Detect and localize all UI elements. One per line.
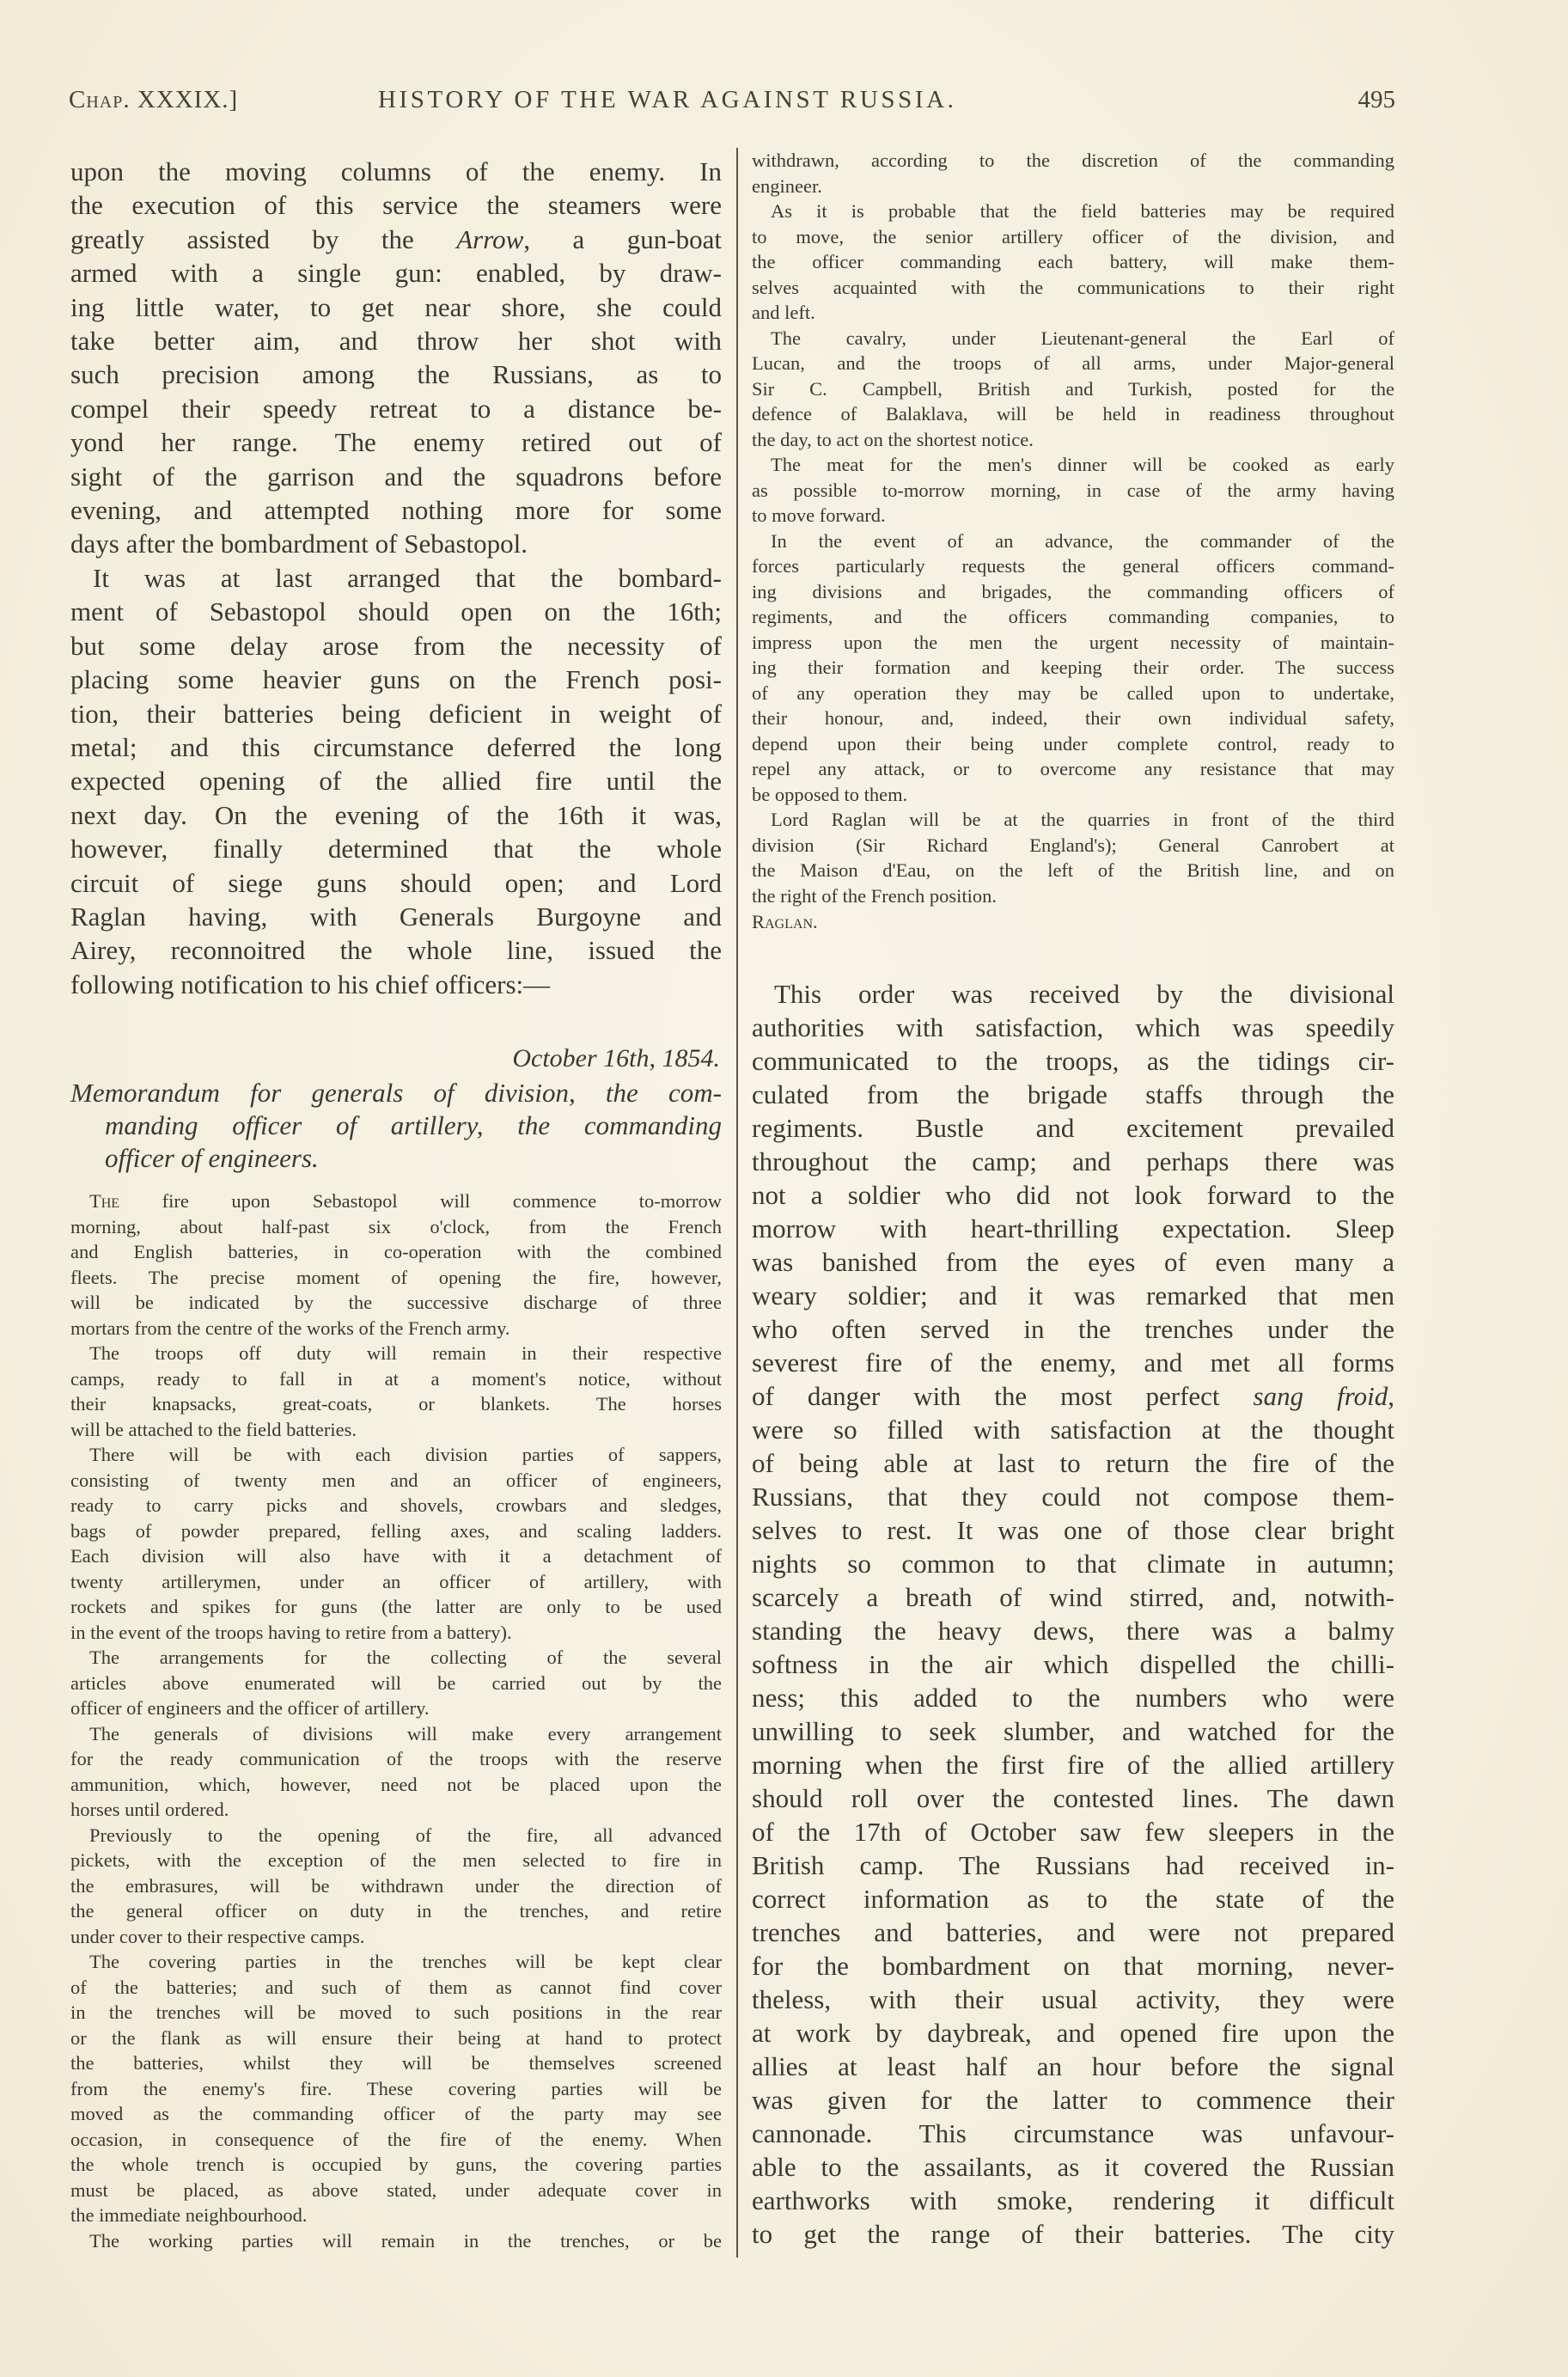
text-line: consisting of twenty men and an officer of engineers, (70, 1469, 722, 1491)
text-line: nights so common to that climate in autumn; (752, 1549, 1394, 1579)
text-line: however, finally determined that the whole (70, 834, 722, 865)
text-line: moved as the commanding officer of the party may see (70, 2103, 722, 2124)
memorandum-heading-line: manding officer of artillery, the commanding (105, 1110, 722, 1140)
text-line: will be indicated by the successive discharge of three (70, 1292, 722, 1313)
text-line: Each division will also have with it a detachment of (70, 1545, 722, 1567)
text-line: The working parties will remain in the trenches, or be (89, 2229, 722, 2252)
text-line: severest fire of the enemy, and met all forms (752, 1347, 1394, 1378)
text-line: not a soldier who did not look forward to the (752, 1180, 1394, 1210)
text-line: of the batteries; and such of them as cannot find cover (70, 1976, 722, 1998)
text-line: but some delay arose from the necessity of (70, 630, 722, 661)
text-line: under cover to their respective camps. (70, 1925, 365, 1947)
text-line: the general officer on duty in the trenches, and retire (70, 1900, 722, 1922)
text-line: ness; this added to the numbers who were (752, 1683, 1394, 1713)
text-line: placing some heavier guns on the French posi- (70, 664, 722, 695)
text-line: was banished from the eyes of even many a (752, 1247, 1394, 1277)
text-run: fire upon Sebastopol will commence to-morrow (119, 1190, 722, 1212)
text-line: The generals of divisions will make every arrangement (89, 1722, 722, 1745)
memorandum-heading-line: Memorandum for generals of division, the com- (70, 1078, 722, 1108)
text-line: selves to rest. It was one of those clear bright (752, 1515, 1394, 1545)
text-line: metal; and this circumstance deferred the long (70, 731, 722, 762)
text-line: of any operation they may be called upon to undertake, (752, 681, 1394, 704)
text-line: the Maison d'Eau, on the left of the British line, and on (752, 859, 1394, 881)
text-line (70, 223, 722, 256)
text-line: occasion, in consequence of the fire of the enemy. When (70, 2128, 722, 2150)
text-line: or the flank as will ensure their being at hand to protect (70, 2026, 722, 2049)
text-line: correct information as to the state of the (752, 1884, 1394, 1914)
text-line: the officer commanding each battery, will make them- (752, 251, 1394, 272)
text-line: as possible to-morrow morning, in case of the army having (752, 479, 1394, 501)
text-line: evening, and attempted nothing more for some (70, 495, 722, 526)
text-line: depend upon their being under complete control, ready to (752, 732, 1394, 755)
text-line: to get the range of their batteries. The city (752, 2219, 1394, 2249)
text-line: twenty artillerymen, under an officer of artillery, with (70, 1570, 722, 1592)
text-line: the immediate neighbourhood. (70, 2204, 308, 2226)
text-line: will be attached to the field batteries. (70, 1418, 357, 1440)
text-line: should roll over the contested lines. The dawn (752, 1783, 1394, 1813)
memorandum-heading (70, 1077, 722, 1175)
text-line: of the 17th of October saw few sleepers in the (752, 1817, 1394, 1847)
text-line: impress upon the men the urgent necessity of maintain- (752, 631, 1394, 653)
text-line: from the enemy's fire. These covering parties will be (70, 2077, 722, 2099)
running-head-chapter: Chap. XXXIX.] (69, 86, 239, 113)
text-line: As it is probable that the field batteries may be required (771, 200, 1394, 222)
text-line: who often served in the trenches under the (752, 1314, 1394, 1344)
date-text: October 16th, 1854. (512, 1044, 720, 1072)
text-line: In the event of an advance, the commander of the (771, 529, 1394, 552)
text-line: compel their speedy retreat to a distance be- (70, 393, 722, 424)
text-line: to move forward. (752, 504, 886, 526)
text-line: ready to carry picks and shovels, crowbars and sledges, (70, 1494, 722, 1516)
text-line: must be placed, as above stated, under adequate cover in (70, 2178, 722, 2201)
text-line: expected opening of the allied fire until the (70, 766, 722, 797)
text-line: Sir C. Campbell, British and Turkish, posted for the (752, 377, 1394, 400)
text-line: horses until ordered. (70, 1799, 229, 1820)
text-line: bags of powder prepared, felling axes, and scaling ladders. (70, 1519, 722, 1542)
text-line: Previously to the opening of the fire, all advanced (89, 1824, 722, 1846)
text-line: softness in the air which dispelled the chilli- (752, 1649, 1394, 1679)
text-line: in the trenches will be moved to such positions in the rear (70, 2001, 722, 2023)
text-run: of danger with the most perfect (752, 1381, 1254, 1411)
running-head-title: HISTORY OF THE WAR AGAINST RUSSIA. (378, 86, 957, 113)
text-line: scarcely a breath of wind stirred, and, notwith- (752, 1582, 1394, 1612)
text-line: engineer. (752, 174, 822, 197)
text-line: communicated to the troops, as the tidings cir- (752, 1046, 1394, 1076)
text-line: for the ready communication of the troops with the reserve (70, 1748, 722, 1769)
text-line: ing divisions and brigades, the commanding officers of (752, 580, 1394, 602)
text-line: ing little water, to get near shore, she could (70, 291, 722, 322)
text-line: This order was received by the divisional (774, 979, 1394, 1009)
text-line: standing the heavy dews, there was a balmy (752, 1616, 1394, 1646)
text-line: at work by daybreak, and opened fire upon the (752, 2018, 1394, 2048)
text-line: British camp. The Russians had received in- (752, 1850, 1394, 1880)
text-line (70, 1188, 722, 1214)
text-line: the whole trench is occupied by guns, the covering parties (70, 2154, 722, 2175)
signature-block (752, 909, 1394, 935)
text-line: be opposed to them. (752, 783, 908, 805)
text-line: ing their formation and keeping their order. The success (752, 657, 1394, 678)
text-line: armed with a single gun: enabled, by draw- (70, 258, 722, 289)
text-line: culated from the brigade staffs through the (752, 1079, 1394, 1109)
text-line: such precision among the Russians, as to (70, 359, 722, 390)
text-line: The meat for the men's dinner will be cooked as early (771, 454, 1394, 475)
italic-text: Arrow (456, 223, 524, 254)
text-line: following notification to his chief officers:— (70, 969, 551, 999)
text-line: Raglan having, with Generals Burgoyne and (70, 901, 722, 932)
text-line: take better aim, and throw her shot with (70, 326, 722, 357)
text-line: days after the bombardment of Sebastopol. (70, 529, 528, 559)
text-line: the day, to act on the shortest notice. (752, 428, 1034, 450)
text-line: morning, about half-past six o'clock, from the French (70, 1215, 722, 1237)
text-line: the execution of this service the steamers were (70, 190, 722, 221)
text-line: officer of engineers and the officer of artillery. (70, 1697, 430, 1719)
text-line: The covering parties in the trenches will be kept clear (89, 1951, 722, 1972)
text-line: morning when the first fire of the allied artillery (752, 1750, 1394, 1780)
text-line: repel any attack, or to overcome any resistance that may (752, 758, 1394, 779)
text-line: It was at last arranged that the bombard- (93, 562, 722, 593)
text-line: of being able at last to return the fire of the (752, 1448, 1394, 1478)
text-line: throughout the camp; and perhaps there was (752, 1146, 1394, 1176)
text-line: authorities with satisfaction, which was speedily (752, 1012, 1394, 1042)
text-line: next day. On the evening of the 16th it was, (70, 799, 722, 830)
text-line: mortars from the centre of the works of the French army. (70, 1317, 510, 1339)
text-line: for the bombardment on that morning, never- (752, 1951, 1394, 1981)
text-line: fleets. The precise moment of opening the fire, however, (70, 1266, 722, 1288)
text-line: to move, the senior artillery officer of the division, and (752, 225, 1394, 247)
text-line: morrow with heart-thrilling expectation. Sleep (752, 1213, 1394, 1243)
text-line: were so filled with satisfaction at the thought (752, 1415, 1394, 1445)
text-run: , a gun-boat (523, 223, 722, 254)
memorandum-heading-line: officer of engineers. (105, 1143, 319, 1173)
italic-text: sang froid (1253, 1381, 1388, 1411)
text-line: earthworks with smoke, rendering it difficult (752, 2185, 1394, 2215)
text-line: Airey, reconnoitred the whole line, issued the (70, 935, 722, 966)
memorandum-date (70, 1042, 720, 1076)
text-run: greatly assisted by the (70, 223, 457, 254)
text-run: , (1388, 1381, 1394, 1411)
text-line: The arrangements for the collecting of the several (89, 1647, 722, 1668)
text-line: weary soldier; and it was remarked that men (752, 1280, 1394, 1311)
text-line: pickets, with the exception of the men selected to fire in (70, 1849, 722, 1871)
text-line: rockets and spikes for guns (the latter are only to be used (70, 1596, 722, 1617)
text-line: The cavalry, under Lieutenant-general the Earl of (771, 327, 1394, 349)
text-line: circuit of siege guns should open; and Lord (70, 867, 722, 898)
text-line: sight of the garrison and the squadrons before (70, 461, 722, 492)
text-line: their knapsacks, great-coats, or blankets. The horses (70, 1393, 722, 1415)
text-line: the right of the French position. (752, 884, 997, 907)
text-line: articles above enumerated will be carried out by the (70, 1671, 722, 1694)
signature: Raglan. (752, 911, 818, 932)
text-line: cannonade. This circumstance was unfavour- (752, 2118, 1394, 2148)
text-line: selves acquainted with the communications to their right (752, 276, 1394, 298)
text-line: trenches and batteries, and were not prepared (752, 1917, 1394, 1947)
text-line: ammunition, which, however, need not be placed upon the (70, 1773, 722, 1795)
text-line: yond her range. The enemy retired out of (70, 427, 722, 458)
text-line (752, 1379, 1394, 1413)
text-line: regiments, and the officers commanding companies, to (752, 606, 1394, 627)
column-rule (736, 148, 738, 2258)
right-narrative (752, 977, 1394, 2251)
text-line: tion, their batteries being deficient in weight of (70, 698, 722, 729)
text-line: Russians, that they could not compose them- (752, 1482, 1394, 1512)
text-line: and left. (752, 302, 815, 323)
text-line: unwilling to seek slumber, and watched for the (752, 1716, 1394, 1746)
text-line: regiments. Bustle and excitement prevailed (752, 1113, 1394, 1143)
right-memorandum-text (752, 148, 1394, 908)
small-caps-text: The (89, 1190, 120, 1212)
text-line: the embrasures, will be withdrawn under the direction of (70, 1874, 722, 1897)
text-line: defence of Balaklava, will be held in readiness throughout (752, 403, 1394, 425)
text-line: forces particularly requests the general officers command- (752, 555, 1394, 577)
text-line: Lord Raglan will be at the quarries in front of the third (771, 809, 1394, 830)
text-line: allies at least half an hour before the signal (752, 2051, 1394, 2081)
text-line: The troops off duty will remain in their respective (89, 1342, 722, 1364)
text-line: their honour, and, indeed, their own individual safety, (752, 707, 1394, 729)
text-line: in the event of the troops having to retire from a battery). (70, 1621, 512, 1643)
text-line: division (Sir Richard England's); General Canrobert at (752, 834, 1394, 856)
text-line: Lucan, and the troops of all arms, under Major-general (752, 352, 1394, 374)
text-line: was given for the latter to commence their (752, 2085, 1394, 2115)
text-line: upon the moving columns of the enemy. In (70, 156, 722, 186)
text-line: withdrawn, according to the discretion of the commanding (752, 150, 1394, 171)
text-line: ment of Sebastopol should open on the 16th; (70, 596, 722, 627)
text-line: the batteries, whilst they will be themselves screened (70, 2052, 722, 2074)
text-line: and English batteries, in co-operation with the combined (70, 1241, 722, 1262)
text-line: theless, with their usual activity, they were (752, 1984, 1394, 2014)
page-number: 495 (1358, 86, 1395, 113)
left-narrative (70, 155, 722, 1001)
text-line: camps, ready to fall in at a moment's notice, without (70, 1367, 722, 1390)
text-line: able to the assailants, as it covered the Russian (752, 2152, 1394, 2182)
left-memorandum-text (70, 1188, 722, 2253)
text-line: There will be with each division parties of sappers, (89, 1444, 722, 1465)
